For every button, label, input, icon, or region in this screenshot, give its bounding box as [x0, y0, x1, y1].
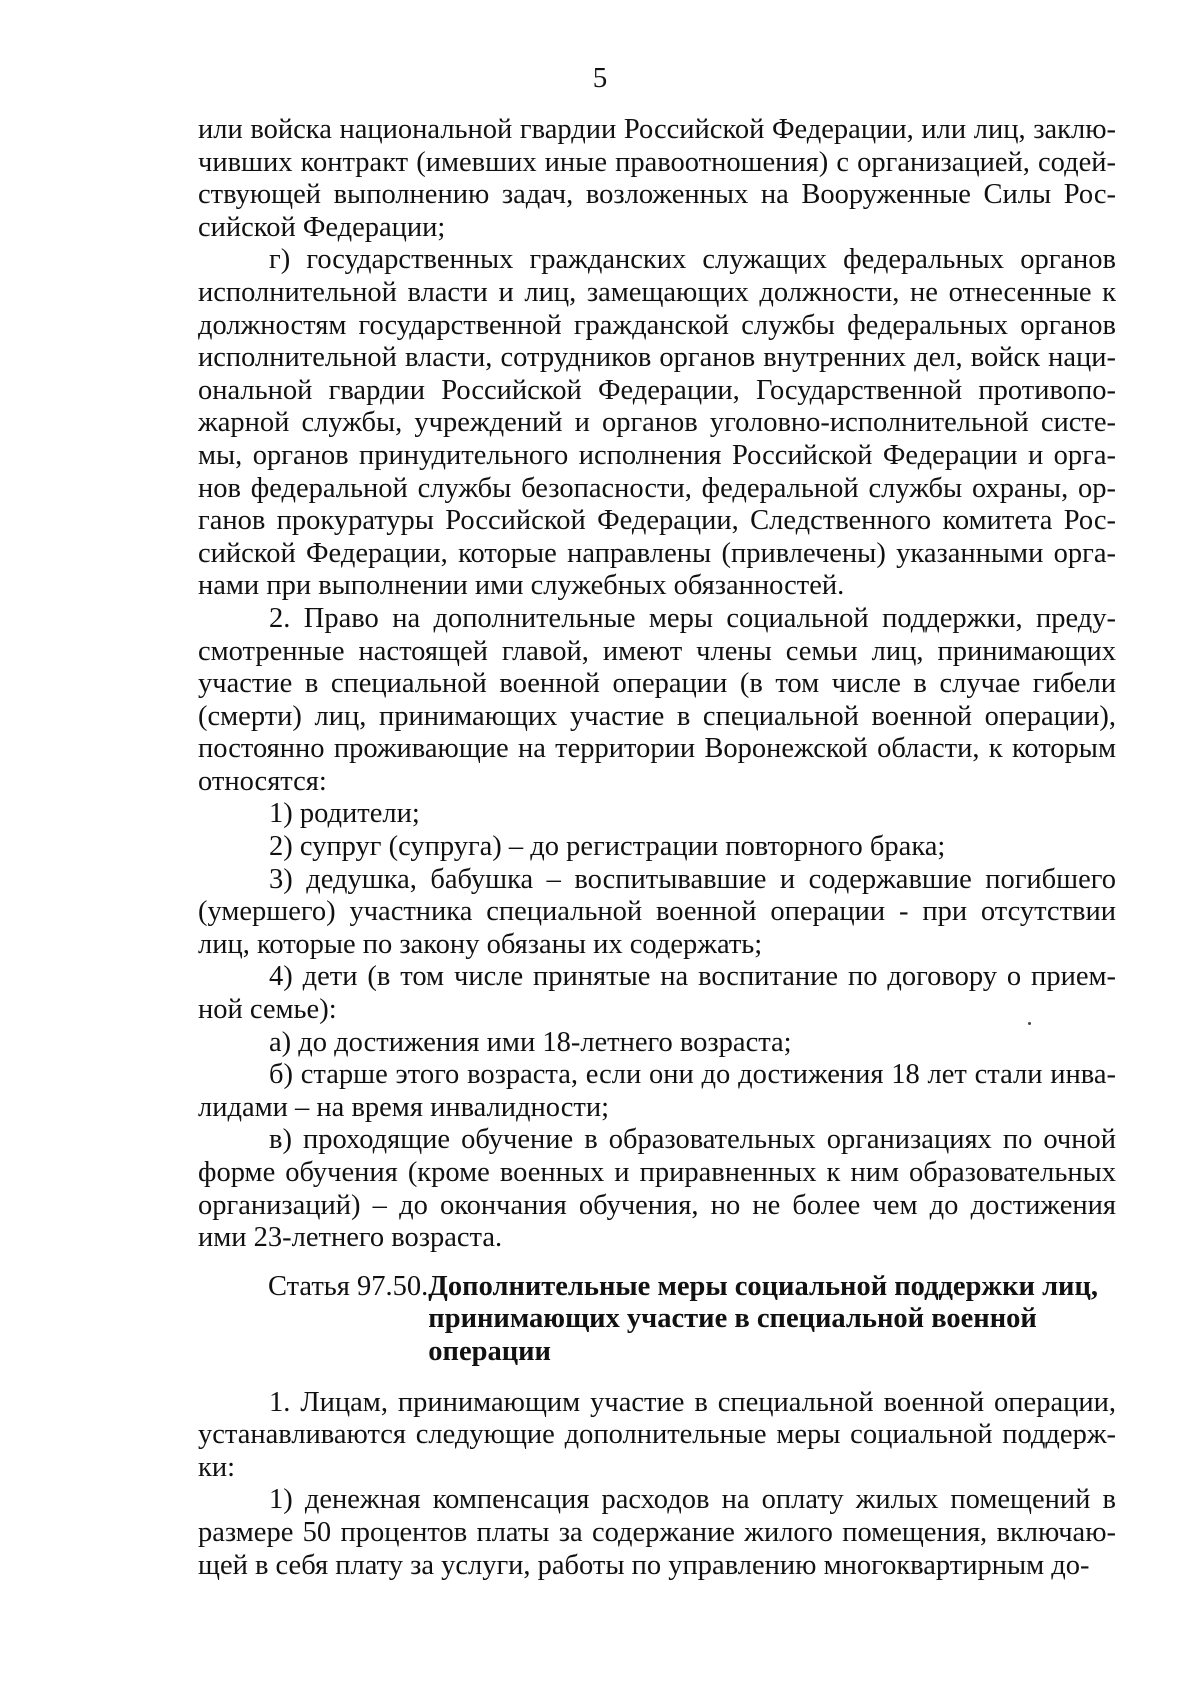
scan-speck [1028, 1022, 1031, 1025]
page-number: 5 [592, 62, 608, 94]
paragraph-p9: б) старше этого возраста, если они до достижения 18 лет стали инва-лидами – на время инвалидности; [198, 1059, 1116, 1123]
paragraph-p5: 2) супруг (супруга) – до регистрации повторного брака; [269, 831, 946, 863]
paragraph-p3: 2. Право на дополнительные меры социальной поддержки, преду-смотренные настоящей главой, имеют члены семьи лиц, принимающих участие в специальной военной операции (в том числе в случае гибели (смерти) лиц, принимающих участие в специальной военной операции), постоянно проживающие на территории Воронежской области, к которым относятся: [198, 602, 1116, 797]
paragraphs-bottom [198, 1387, 1116, 1583]
paragraphs-top [198, 114, 1116, 1255]
document-body [198, 114, 1116, 1582]
article-title: Дополнительные меры социальной поддержки лиц, принимающих участие в специальной военной операции [428, 1270, 1099, 1367]
paragraph-p2: г) государственных гражданских служащих федеральных органов исполнительной власти и лиц, замещающих должности, не отнесенные к должностям государственной гражданской службы федеральных органов исполнительной власти, сотрудников органов внутренних дел, войск наци-ональной гвардии Российской Федерации, Государственной противопо-жарной службы, учреждений и органов уголовно-исполнительной систе-мы, органов принудительного исполнения Российской Федерации и орга-нов федеральной службы безопасности, федеральной службы охраны, ор-ганов прокуратуры Российской Федерации, Следственного комитета Рос-сийской Федерации, которые направлены (привлечены) указанными орга-нами при выполнении ими служебных обязанностей. [198, 244, 1116, 602]
article-heading [198, 1271, 1116, 1369]
paragraph-p6: 3) дедушка, бабушка – воспитывавшие и содержавшие погибшего (умершего) участника специальной военной операции - при отсутствии лиц, которые по закону обязаны их содержать; [198, 863, 1116, 960]
paragraph-p7: 4) дети (в том числе принятые на воспитание по договору о прием-ной семье): [198, 961, 1116, 1026]
paragraph-p11: 1. Лицам, принимающим участие в специальной военной операции, устанавливаются следующие дополнительные меры социальной поддерж-ки: [198, 1386, 1116, 1483]
paragraph-p10: в) проходящие обучение в образовательных организациях по очной форме обучения (кроме военных и приравненных к ним образовательных организаций) – до окончания обучения, но не более чем до достижения ими 23-летнего возраста. [198, 1124, 1116, 1254]
paragraph-p12: 1) денежная компенсация расходов на оплату жилых помещений в размере 50 процентов платы за содержание жилого помещения, включаю-щей в себя плату за услуги, работы по управлению многоквартирным до- [198, 1484, 1116, 1581]
paragraph-p8: а) до достижения ими 18-летнего возраста; [269, 1026, 792, 1058]
article-number: Статья 97.50. [268, 1270, 429, 1302]
paragraph-p4: 1) родители; [269, 798, 420, 830]
paragraph-p1: или войска национальной гвардии Российской Федерации, или лиц, заклю-чивших контракт (имевших иные правоотношения) с организацией, содей-ствующей выполнению задач, возложенных на Вооруженные Силы Рос-сийской Федерации; [198, 114, 1116, 243]
